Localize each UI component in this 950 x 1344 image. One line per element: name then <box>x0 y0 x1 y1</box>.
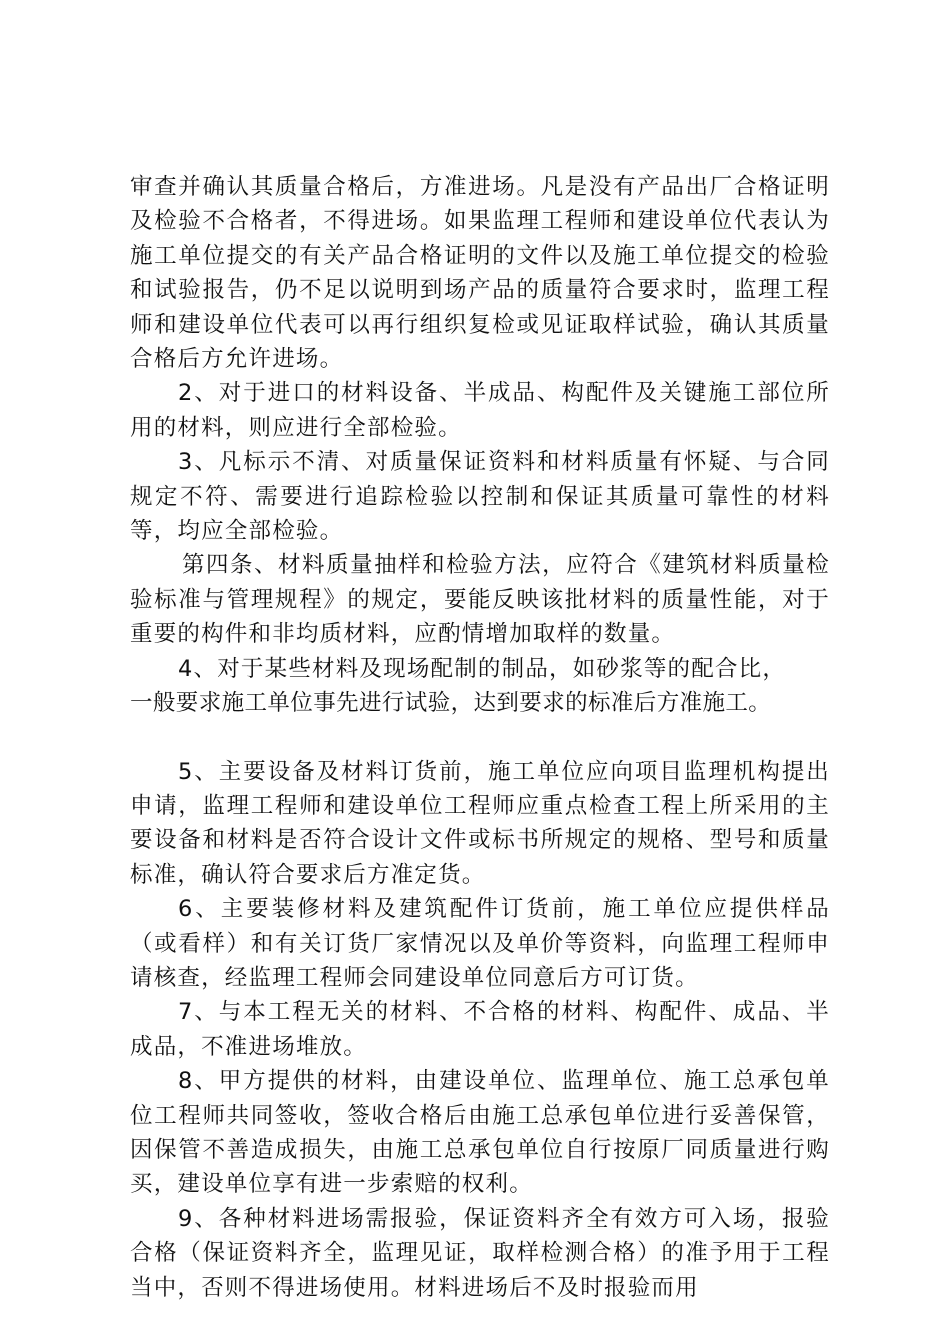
paragraph-intro: 审查并确认其质量合格后，方准进场。凡是没有产品出厂合格证明及检验不合格者，不得进场。如果监理工程师和建设单位代表认为施工单位提交的有关产品合格证明的文件以及施工单位提交的检验和试验报告，仍不足以说明到场产品的质量符合要求时，监理工程师和建设单位代表可以再行组织复检或见证取样试验，确认其质量合格后方允许进场。 <box>130 174 830 373</box>
document-body <box>130 170 830 1305</box>
paragraph-item-3: 3、凡标示不清、对质量保证资料和材料质量有怀疑、与合同规定不符、需要进行追踪检验以控制和保证其质量可靠性的材料等，均应全部检验。 <box>130 449 830 545</box>
paragraph-item-4-line-2: 一般要求施工单位事先进行试验，达到要求的标准后方准施工。 <box>130 690 772 717</box>
paragraph-item-9: 9、各种材料进场需报验，保证资料齐全有效方可入场，报验合格（保证资料齐全，监理见证，取样检测合格）的准予用于工程当中，否则不得进场使用。材料进场后不及时报验而用 <box>130 1205 830 1301</box>
paragraph-item-8: 8、甲方提供的材料，由建设单位、监理单位、施工总承包单位工程师共同签收，签收合格后由施工总承包单位进行妥善保管，因保管不善造成损失，由施工总承包单位自行按原厂同质量进行购买，建设单位享有进一步索赔的权利。 <box>130 1068 830 1198</box>
paragraph-item-5: 5、主要设备及材料订货前，施工单位应向项目监理机构提出申请，监理工程师和建设单位工程师应重点检查工程上所采用的主要设备和材料是否符合设计文件或标书所规定的规格、型号和质量标准，确认符合要求后方准定货。 <box>130 758 830 888</box>
paragraph-gap <box>130 721 830 755</box>
paragraph-item-2: 2、对于进口的材料设备、半成品、构配件及关键施工部位所用的材料，则应进行全部检验。 <box>130 380 830 441</box>
paragraph-item-7: 7、与本工程无关的材料、不合格的材料、构配件、成品、半成品，不准进场堆放。 <box>130 999 830 1060</box>
paragraph-article-4: 第四条、材料质量抽样和检验方法，应符合《建筑材料质量检验标准与管理规程》的规定，要能反映该批材料的质量性能，对于重要的构件和非均质材料，应酌情增加取样的数量。 <box>130 552 830 648</box>
paragraph-item-4-line-1: 4、对于某些材料及现场配制的制品，如砂浆等的配合比， <box>178 655 787 682</box>
paragraph-item-6: 6、主要装修材料及建筑配件订货前，施工单位应提供样品（或看样）和有关订货厂家情况以及单价等资料，向监理工程师申请核查，经监理工程师会同建设单位同意后方可订货。 <box>130 896 830 991</box>
